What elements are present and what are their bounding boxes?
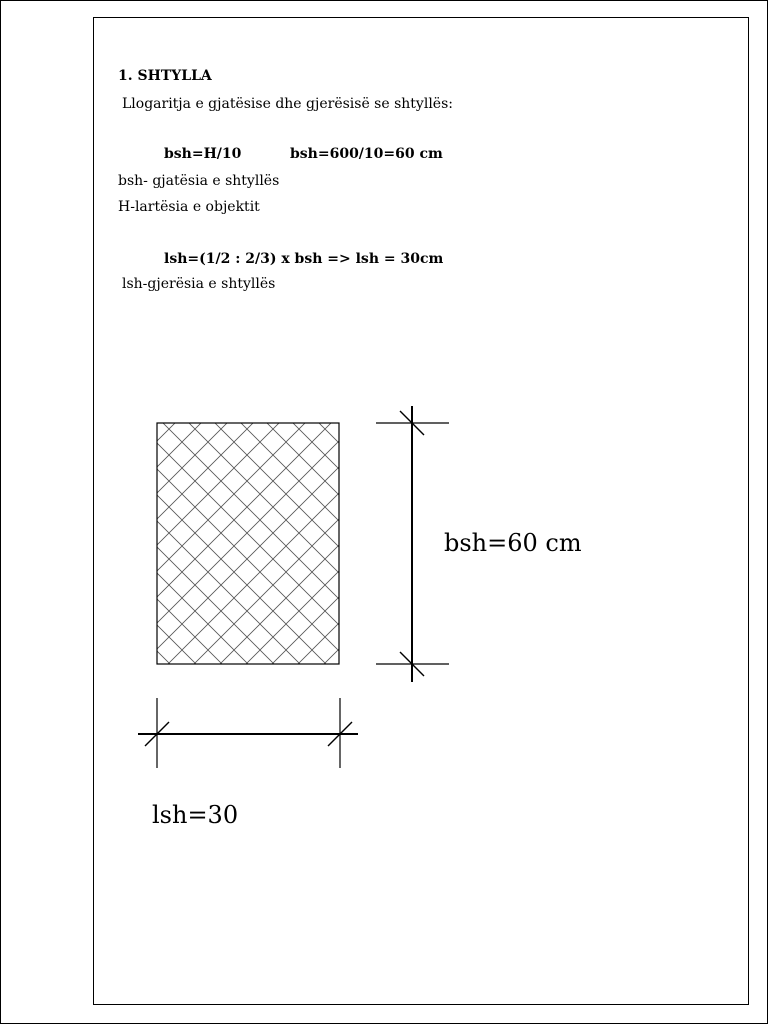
definition-lsh: lsh-gjerësia e shtyllës — [122, 276, 276, 292]
definition-bsh: bsh- gjatësia e shtyllës — [118, 173, 280, 189]
width-dimension-line — [138, 698, 358, 768]
formula-bsh: bsh=H/10 — [164, 146, 242, 162]
definition-h: H-lartësia e objektit — [118, 199, 260, 215]
width-dimension-label: lsh=30 — [152, 801, 239, 829]
intro-text: Llogaritja e gjatësise dhe gjerësisë se shtyllës: — [122, 96, 453, 112]
formula-lsh: lsh=(1/2 : 2/3) x bsh => lsh = 30cm — [164, 251, 444, 267]
section-heading: 1. SHTYLLA — [118, 68, 212, 84]
height-dimension-label: bsh=60 cm — [444, 529, 582, 557]
formula-bsh-calc: bsh=600/10=60 cm — [290, 146, 443, 162]
height-dimension-line — [376, 406, 449, 682]
column-section-rect — [157, 423, 339, 664]
